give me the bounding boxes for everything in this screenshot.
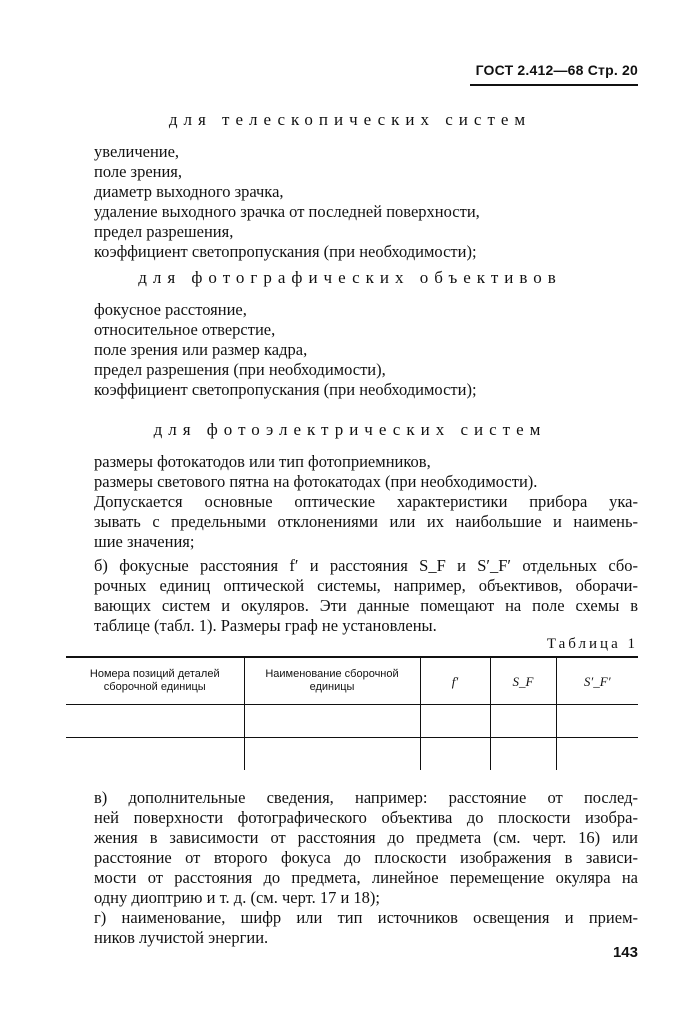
table-cell	[244, 705, 420, 738]
paragraph-line: зывать с предельными отклонениями или их наибольшие и наимень-	[94, 512, 638, 531]
heading-photoelectric: для фотоэлектрических систем	[153, 420, 547, 439]
column-header-sf-prime: S′_F′	[556, 657, 638, 705]
paragraph-line: Допускается основные оптические характеристики прибора ука-	[94, 492, 638, 511]
list-item: размеры светового пятна на фотокатодах (при необходимости).	[94, 472, 538, 491]
list-item: диаметр выходного зрачка,	[94, 182, 284, 201]
paragraph-line: г) наименование, шифр или тип источников освещения и прием-	[94, 908, 638, 927]
list-item: размеры фотокатодов или тип фотоприемников,	[94, 452, 431, 471]
column-header-position: Номера позиций деталей сборочной единицы	[66, 657, 244, 705]
list-item: поле зрения или размер кадра,	[94, 340, 308, 359]
paragraph-line: б) фокусные расстояния f′ и расстояния S_F и S′_F′ отдельных сбо-	[94, 556, 638, 575]
characteristics-table	[66, 656, 638, 770]
table-cell	[420, 705, 490, 738]
column-header-unit-name: Наименование сборочной единицы	[244, 657, 420, 705]
list-item: предел разрешения (при необходимости),	[94, 360, 386, 379]
header-rule	[470, 84, 638, 86]
table-cell	[420, 738, 490, 771]
paragraph-line: одну диоптрию и т. д. (см. черт. 17 и 18);	[94, 888, 380, 907]
list-item: коэффициент светопропускания (при необходимости);	[94, 242, 477, 261]
paragraph-line: расстояние от второго фокуса до плоскости изображения в зависи-	[94, 848, 638, 867]
list-item: фокусное расстояние,	[94, 300, 247, 319]
paragraph-item-b	[94, 556, 638, 636]
table-cell	[244, 738, 420, 771]
heading-photographic: для фотографических объективов	[138, 268, 562, 287]
heading-telescopic: для телескопических систем	[168, 110, 532, 129]
table-row	[66, 738, 638, 771]
table-row	[66, 705, 638, 738]
table-caption: Таблица 1	[546, 636, 638, 652]
paragraph-line: в) дополнительные сведения, например: расстояние от послед-	[94, 788, 638, 807]
table-cell	[66, 705, 244, 738]
list-item: поле зрения,	[94, 162, 183, 181]
list-item: удаление выходного зрачка от последней поверхности,	[94, 202, 480, 221]
list-item: относительное отверстие,	[94, 320, 276, 339]
list-photographic	[94, 300, 477, 400]
paragraph-line: рочных единиц оптической системы, например, объективов, оборачи-	[94, 576, 638, 595]
table-cell	[490, 738, 556, 771]
column-header-sf: S_F	[490, 657, 556, 705]
paragraph-item-v	[94, 788, 638, 908]
paragraph-line: ников лучистой энергии.	[94, 928, 269, 947]
table-cell	[66, 738, 244, 771]
list-item: предел разрешения,	[94, 222, 234, 241]
table-header-row	[66, 657, 638, 705]
paragraph-line: вающих систем и окуляров. Эти данные помещают на поле схемы в	[94, 596, 638, 615]
table-cell	[490, 705, 556, 738]
paragraph-item-g	[94, 908, 638, 948]
paragraph-line: ней поверхности фотографического объектива до плоскости изобра-	[94, 808, 638, 827]
paragraph-line: шие значения;	[94, 532, 195, 551]
page-number: 143	[612, 944, 638, 961]
page-header: ГОСТ 2.412—68 Стр. 20	[475, 62, 638, 78]
paragraph-tolerance	[94, 492, 638, 552]
table-cell	[556, 738, 638, 771]
paragraph-line: жения в зависимости от расстояния до предмета (см. черт. 16) или	[94, 828, 638, 847]
list-photoelectric	[94, 452, 537, 492]
list-telescopic	[94, 142, 480, 262]
table-cell	[556, 705, 638, 738]
list-item: коэффициент светопропускания (при необходимости);	[94, 380, 477, 399]
paragraph-line: мости от расстояния до предмета, линейное перемещение окуляра на	[94, 868, 638, 887]
column-header-focal-length: f′	[420, 657, 490, 705]
paragraph-line: таблице (табл. 1). Размеры граф не установлены.	[94, 616, 437, 635]
list-item: увеличение,	[94, 142, 180, 161]
